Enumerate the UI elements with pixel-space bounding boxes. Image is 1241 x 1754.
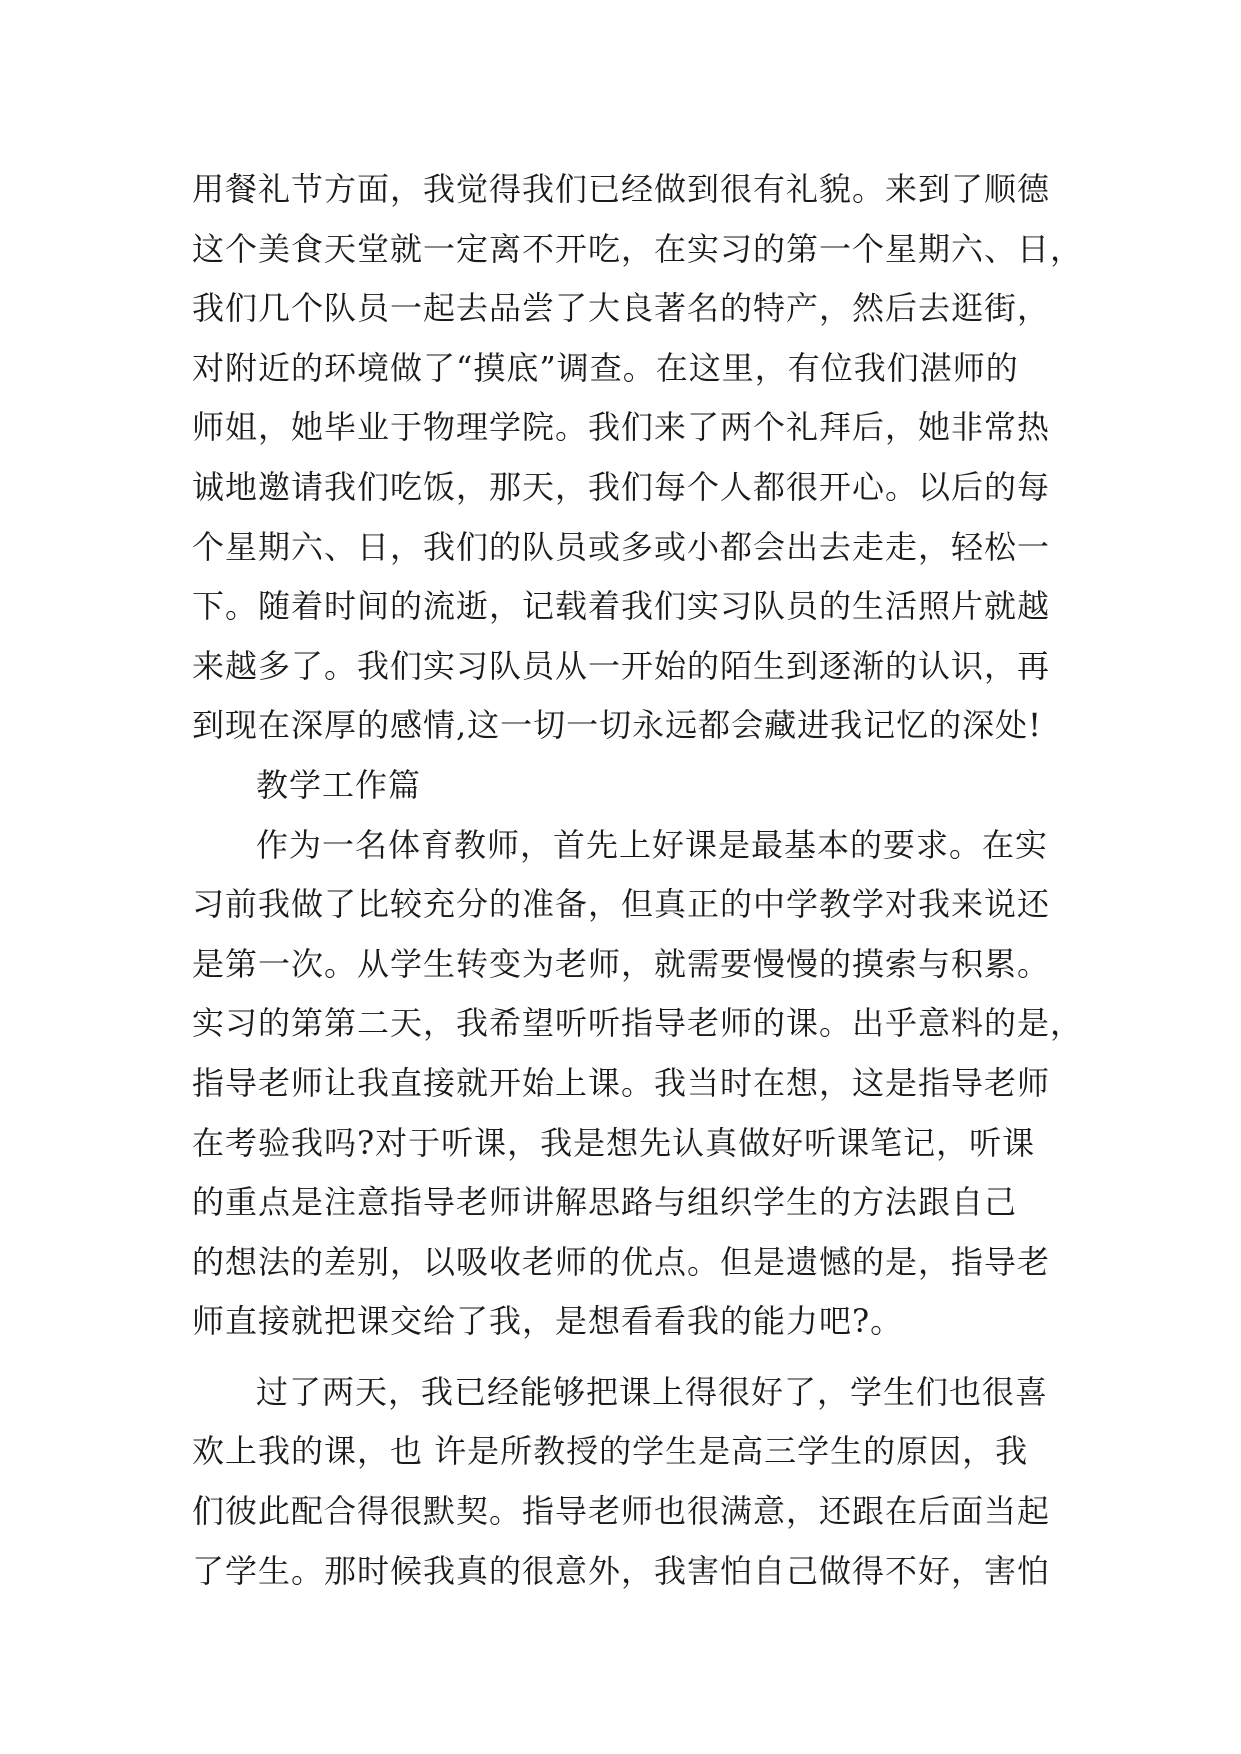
text-line: 个星期六、日，我们的队员或多或小都会出去走走，轻松一 (192, 527, 1051, 566)
document-body (192, 160, 1084, 1601)
text-line: 用餐礼节方面，我觉得我们已经做到很有礼貌。来到了顺德 (192, 170, 1051, 208)
text-line: 的想法的差别，以吸收老师的优点。但是遗憾的是，指导老 (192, 1242, 1051, 1281)
text-line: 来越多了。我们实习队员从一开始的陌生到逐渐的认识，再 (192, 646, 1051, 685)
text-line: 了学生。那时候我真的很意外，我害怕自己做得不好，害怕 (192, 1551, 1051, 1590)
text-line: 作为一名体育教师，首先上好课是最基本的要求。在实 (256, 825, 1049, 864)
text-line: 下。随着时间的流逝，记载着我们实习队员的生活照片就越 (192, 587, 1051, 626)
text-line: 这个美食天堂就一定离不开吃，在实习的第一个星期六、日， (192, 229, 1084, 268)
text-line: 的重点是注意指导老师讲解思路与组织学生的方法跟自己 (192, 1183, 1018, 1222)
text-line: 到现在深厚的感情,这一切一切永远都会藏进我记忆的深处! (192, 706, 1043, 745)
text-line: 师姐，她毕业于物理学院。我们来了两个礼拜后，她非常热 (192, 408, 1051, 447)
text-line: 在考验我吗?对于听课，我是想先认真做好听课笔记，听课 (192, 1123, 1036, 1162)
paragraph-life (192, 160, 1084, 756)
text-line: 指导老师让我直接就开始上课。我当时在想，这是指导老师 (192, 1063, 1051, 1102)
paragraph-gap (192, 1352, 1072, 1363)
text-line: 诚地邀请我们吃饭，那天，我们每个人都很开心。以后的每 (192, 467, 1051, 506)
text-line: 对附近的环境做了“摸底”调查。在这里，有位我们湛师的 (192, 348, 1019, 387)
text-line: 实习的第第二天，我希望听听指导老师的课。出乎意料的是， (192, 1004, 1084, 1043)
text-line: 是第一次。从学生转变为老师，就需要慢慢的摸索与积累。 (192, 944, 1051, 983)
text-line: 欢上我的课，也 许是所教授的学生是高三学生的原因，我 (192, 1432, 1029, 1471)
text-line: 习前我做了比较充分的准备，但真正的中学教学对我来说还 (192, 885, 1051, 924)
text-line: 师直接就把课交给了我，是想看看我的能力吧?。 (192, 1302, 904, 1341)
paragraph-progress (192, 1363, 1072, 1601)
paragraph-teaching (192, 816, 1084, 1352)
text-line: 我们几个队员一起去品尝了大良著名的特产，然后去逛街， (192, 289, 1051, 328)
section-heading: 教学工作篇 (256, 765, 422, 804)
text-line: 们彼此配合得很默契。指导老师也很满意，还跟在后面当起 (192, 1492, 1051, 1531)
text-line: 过了两天，我已经能够把课上得很好了，学生们也很喜 (256, 1372, 1049, 1411)
